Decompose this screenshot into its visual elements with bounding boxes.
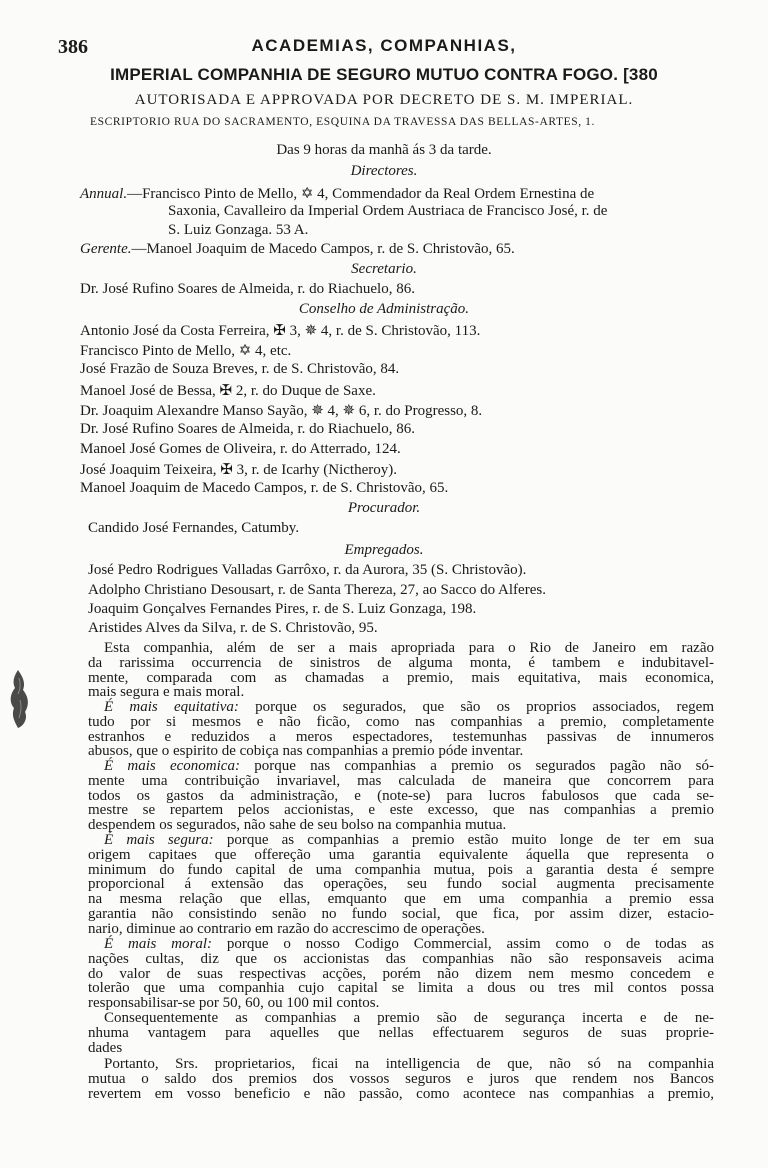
council-member: José Frazão de Souza Breves, r. de S. Christovão, 84. [80, 361, 400, 377]
council-member: Manoel Joaquim de Macedo Campos, r. de S. Christovão, 65. [80, 480, 449, 496]
office-address: ESCRIPTORIO RUA DO SACRAMENTO, ESQUINA DA TRAVESSA DAS BELLAS-ARTES, 1. [90, 116, 595, 128]
text-line: do valor de suas respectivas acções, porém não dizem nem mesmo concedem e [88, 965, 714, 982]
company-name: IMPERIAL COMPANHIA DE SEGURO MUTUO CONTRA FOGO. [380 [110, 65, 658, 84]
text-line: Portanto, Srs. proprietarios, ficai na intelligencia de que, não só na companhia [104, 1056, 714, 1072]
lead-text: porque nas companhias a premio os segurados pagão não só- [239, 758, 714, 774]
text-line: abusos, que o espirito de cobiça nas companhias a premio póde inventar. [88, 743, 524, 760]
text-line [88, 700, 714, 715]
paragraph-economic [88, 759, 714, 833]
lead-text: porque o nosso Codigo Commercial, assim como o de todas as [212, 936, 715, 952]
employee: José Pedro Rodrigues Valladas Garrôxo, r. da Aurora, 35 (S. Christovão). [88, 562, 527, 578]
text-line [88, 759, 714, 774]
paragraph-intro [88, 641, 714, 700]
director-manager-text: —Manoel Joaquim de Macedo Campos, r. de S. Christovão, 65. [131, 241, 515, 257]
text-line: Esta companhia, além de ser a mais apropriada para o Rio de Janeiro em razão [104, 640, 714, 656]
text-line [88, 937, 714, 952]
paragraph-consequently [88, 1011, 714, 1055]
council-member: Dr. Joaquim Alexandre Manso Sayão, ✵ 4, ✵ 6, r. do Progresso, 8. [80, 403, 483, 419]
director-annual [80, 184, 594, 203]
lead-phrase: É mais moral: [104, 936, 213, 952]
text-line: garantia não consistindo senão no fundo social, que fica, por assim dizer, estacio- [88, 905, 714, 922]
text-line: todos os gastos da administração, e (note-se) para lucros fabulosos que cada se- [88, 787, 714, 804]
text-line: mestre se repartem pelos accionistas, e este excesso, que nas companhias a premio [88, 802, 714, 819]
role-label: Gerente. [80, 241, 132, 257]
text-line [88, 833, 714, 848]
text-line: estranhos e reduzidos a meros espectadores, testemunhas passivas de innumeros [88, 728, 714, 745]
text-line: na mesma relação que ellas, emquanto que em uma companhia a premio essa [88, 891, 714, 908]
lead-text: porque os segurados, que são os proprios associados, regem [238, 699, 714, 715]
text-line: despendem os segurados, não sahe de seu bolso na companhia mutua. [88, 817, 507, 834]
attorney-line: Candido José Fernandes, Catumby. [88, 520, 300, 536]
attorney-heading: Procurador. [347, 500, 421, 516]
text-line: proporcional á extensão das operações, seu fundo social augmenta precisamente [88, 876, 714, 893]
text-line: mais segura e mais moral. [88, 684, 245, 701]
council-member: Francisco Pinto de Mello, ✡ 4, etc. [80, 343, 292, 359]
text-line: nario, diminue ao contrario em razão do accrescimo de operações. [88, 920, 485, 937]
employee: Aristides Alves da Silva, r. de S. Christovão, 95. [88, 620, 378, 636]
director-manager [80, 241, 515, 258]
council-member: Dr. José Rufino Soares de Almeida, r. do Riachuelo, 86. [80, 421, 415, 437]
text-line: revertem em vosso beneficio e não passão, como acontece nas companhias a premio, [88, 1085, 714, 1102]
text-line: origem capitaes que offereção uma garantia equivalente áquella que representa o [88, 846, 714, 863]
employees-heading: Empregados. [344, 542, 424, 558]
council-member: Manoel José Gomes de Oliveira, r. do Atterrado, 124. [80, 441, 401, 457]
office-hours: Das 9 horas da manhã ás 3 da tarde. [276, 142, 492, 158]
lead-text: porque as companhias a premio estão muito longe de ter em sua [213, 832, 714, 848]
secretary-heading: Secretario. [351, 261, 417, 277]
employee: Joaquim Gonçalves Fernandes Pires, r. de S. Luiz Gonzaga, 198. [88, 601, 477, 617]
director-annual-text: —Francisco Pinto de Mello, ✡ 4, Commendador da Real Ordem Ernestina de [127, 186, 595, 202]
council-member: Antonio José da Costa Ferreira, ✠ 3, ✵ 4, r. de S. Christovão, 113. [80, 323, 481, 339]
secretary-line: Dr. José Rufino Soares de Almeida, r. do Riachuelo, 86. [80, 281, 415, 297]
council-heading: Conselho de Administração. [298, 301, 470, 317]
running-title: ACADEMIAS, COMPANHIAS, [251, 36, 517, 55]
director-annual-cont: Saxonia, Cavalleiro da Imperial Ordem Austriaca de Francisco José, r. de [168, 203, 608, 219]
text-line: nações cultas, diz que os accionistas das companhias não são responsaveis acima [88, 950, 714, 967]
lead-phrase: É mais equitativa: [104, 699, 239, 715]
ink-blot-mark [6, 668, 32, 730]
text-line: mente, comparada com as chamadas a premio, mais equitativa, mais economica, [88, 669, 714, 686]
director-annual-cont: S. Luiz Gonzaga. 53 A. [168, 222, 309, 238]
text-line: mutua o saldo dos premios dos vossos seguros e juros que rendem nos Bancos [88, 1070, 714, 1087]
paragraph-moral [88, 937, 714, 1011]
page-number: 386 [58, 36, 88, 58]
text-line: dades [88, 1039, 123, 1056]
paragraph-secure [88, 833, 714, 937]
text-line: responsabilisar-se por 50, 60, ou 100 mil contos. [88, 995, 380, 1012]
text-line: mente uma contribuição invariavel, mas calculada de maneira que concorrem para [88, 772, 714, 789]
text-line: da rarissima occurrencia de sinistros de alguma monta, é tambem e indubitavel- [88, 654, 714, 671]
text-line: Consequentemente as companhias a premio são de segurança incerta e de ne- [104, 1010, 714, 1026]
directors-heading: Directores. [350, 163, 418, 179]
paragraph-therefore [88, 1057, 714, 1101]
text-line: minimum do fundo capital de uma companhia mutua, pois a garantia desta é sempre [88, 861, 714, 878]
text-line: tolerão que uma companhia cujo capital se limita a dous ou tres mil contos possa [88, 980, 714, 997]
role-label: Annual. [80, 186, 128, 202]
council-member: José Joaquim Teixeira, ✠ 3, r. de Icarhy (Nictheroy). [80, 462, 397, 478]
employee: Adolpho Christiano Desousart, r. de Santa Thereza, 27, ao Sacco do Alferes. [88, 582, 546, 598]
text-line: nhuma vantagem para aquelles que nellas effectuarem seguros de suas proprie- [88, 1024, 714, 1041]
paragraph-equitable [88, 700, 714, 759]
lead-phrase: É mais economica: [104, 758, 240, 774]
council-member: Manoel José de Bessa, ✠ 2, r. do Duque de Saxe. [80, 383, 376, 399]
lead-phrase: É mais segura: [104, 832, 214, 848]
text-line: tudo por si mesmos e não ficão, como nas companhias a premio, completamente [88, 713, 714, 730]
authorization-line: AUTORISADA E APPROVADA POR DECRETO DE S. M. IMPERIAL. [134, 92, 634, 108]
